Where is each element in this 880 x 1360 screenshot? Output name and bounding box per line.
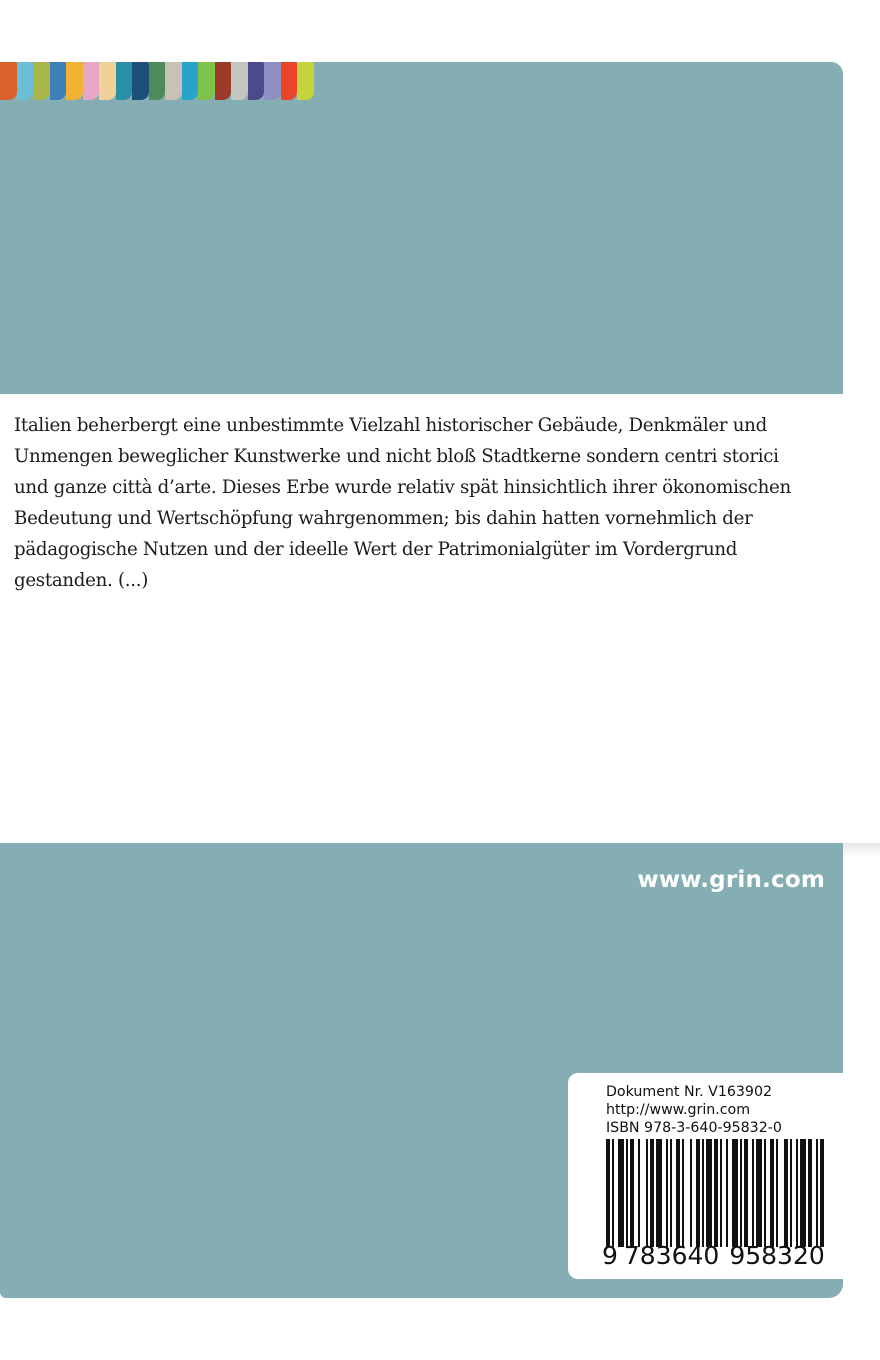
barcode-bar — [706, 1139, 712, 1247]
barcode-bar — [732, 1139, 738, 1247]
barcode-bar — [690, 1139, 692, 1247]
barcode-bar — [796, 1139, 798, 1247]
barcode-bar — [626, 1139, 628, 1247]
barcode-bar — [612, 1139, 614, 1247]
color-stripe — [0, 62, 17, 100]
barcode-digits — [602, 1241, 825, 1270]
barcode-digits-left: 783640 — [623, 1241, 720, 1270]
color-stripe — [182, 62, 199, 100]
barcode-bar — [656, 1139, 662, 1247]
color-stripe — [264, 62, 281, 100]
barcode-bar — [756, 1139, 762, 1247]
barcode-bar — [740, 1139, 742, 1247]
barcode-bar — [676, 1139, 680, 1247]
barcode-bar — [820, 1139, 824, 1247]
isbn-info — [606, 1083, 782, 1137]
barcode-bar — [776, 1139, 778, 1247]
document-url: http://www.grin.com — [606, 1102, 751, 1118]
color-stripe — [99, 62, 116, 100]
barcode-icon — [606, 1139, 826, 1247]
cover-top-panel — [0, 62, 843, 394]
color-stripe — [132, 62, 149, 100]
barcode-bar — [770, 1139, 774, 1247]
barcode-bar — [816, 1139, 818, 1247]
barcode-bar — [714, 1139, 718, 1247]
color-stripe — [281, 62, 298, 100]
barcode-bar — [606, 1139, 610, 1247]
color-stripe — [116, 62, 133, 100]
color-stripe — [83, 62, 100, 100]
barcode-bar — [696, 1139, 700, 1247]
color-stripe — [33, 62, 50, 100]
barcode-bar — [670, 1139, 672, 1247]
barcode-bar — [618, 1139, 624, 1247]
book-blurb: Italien beherbergt eine unbestimmte Vielzahl historischer Gebäude, Denkmäler und Unmengen beweglicher Kunstwerke und nicht bloß Stadtkerne sondern centri storici und ganze città d’arte. Dieses Erbe wurde relativ spät hinsichtlich ihrer ökonomischen Bedeutung und Wertschöpfung wahrgenommen; bis dahin hatten vornehmlich der pädagogische Nutzen und der ideelle Wert der Patrimonialgüter im Vordergrund gestanden. (...) — [14, 415, 791, 591]
barcode-bar — [808, 1139, 812, 1247]
color-stripe — [248, 62, 265, 100]
color-stripe — [198, 62, 215, 100]
barcode-bar — [666, 1139, 668, 1247]
color-stripe — [66, 62, 83, 100]
color-stripe — [165, 62, 182, 100]
barcode-bar — [726, 1139, 728, 1247]
color-stripe — [215, 62, 232, 100]
barcode-bar — [638, 1139, 640, 1247]
color-stripe — [149, 62, 166, 100]
barcode-bar — [682, 1139, 684, 1247]
document-number: Dokument Nr. V163902 — [606, 1084, 773, 1100]
isbn-number: ISBN 978-3-640-95832-0 — [606, 1120, 782, 1136]
barcode-bar — [702, 1139, 704, 1247]
barcode-digit-lead: 9 — [602, 1241, 618, 1270]
color-stripe — [231, 62, 248, 100]
color-stripe — [297, 62, 314, 100]
barcode-bar — [752, 1139, 754, 1247]
color-stripe — [17, 62, 34, 100]
barcode-bar — [630, 1139, 634, 1247]
barcode-bar — [720, 1139, 722, 1247]
barcode-bar — [744, 1139, 748, 1247]
barcode-bar — [646, 1139, 648, 1247]
barcode-digits-right: 958320 — [729, 1241, 825, 1270]
barcode-bar — [764, 1139, 766, 1247]
barcode-bar — [650, 1139, 654, 1247]
color-stripe — [50, 62, 67, 100]
barcode-bar — [784, 1139, 788, 1247]
publisher-url: www.grin.com — [637, 867, 825, 893]
barcode-bar — [790, 1139, 792, 1247]
barcode-bar — [800, 1139, 806, 1247]
isbn-box — [568, 1073, 843, 1279]
color-stripes — [0, 62, 314, 100]
